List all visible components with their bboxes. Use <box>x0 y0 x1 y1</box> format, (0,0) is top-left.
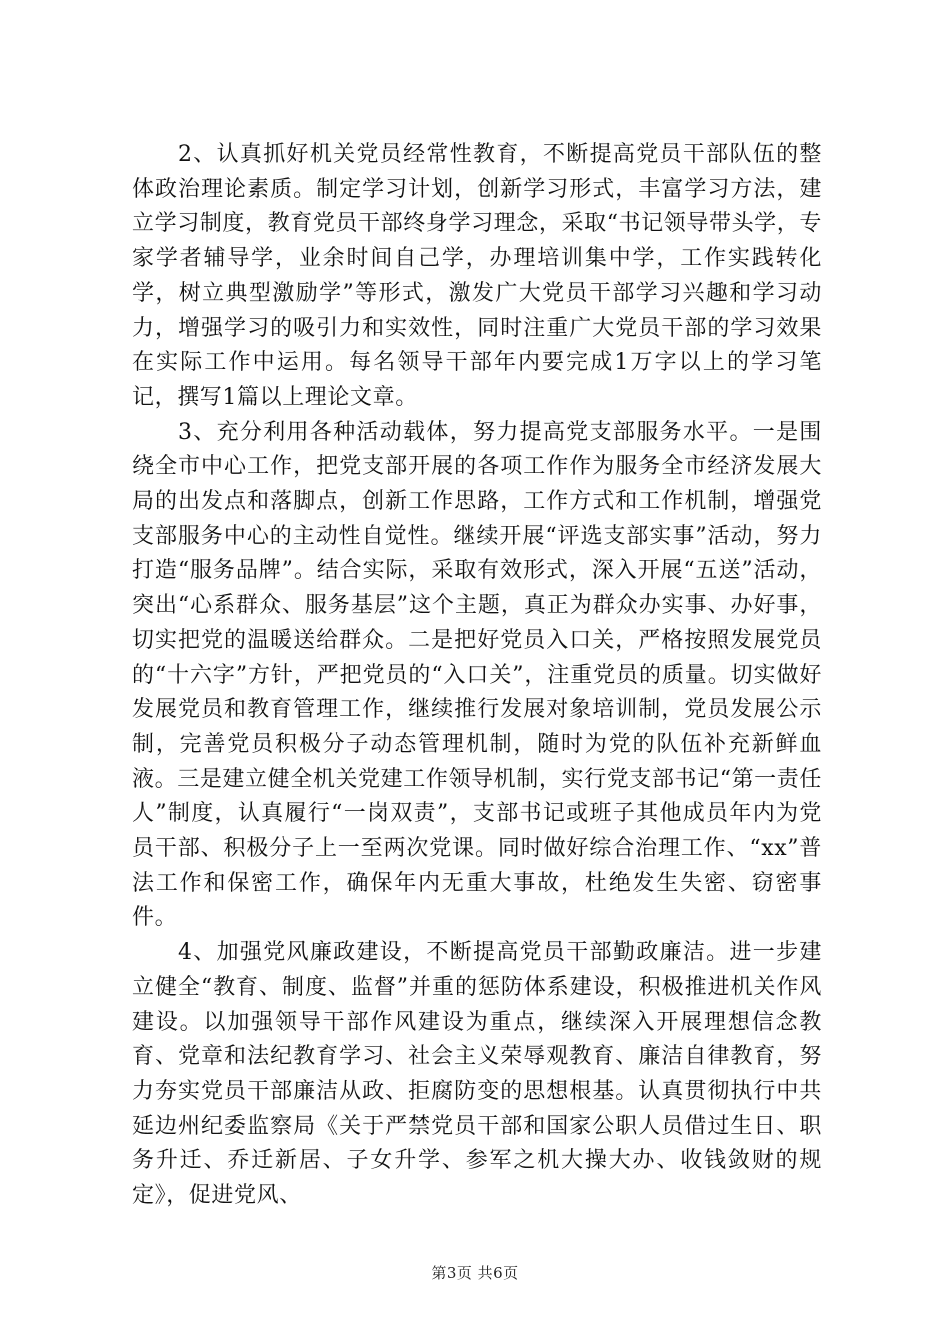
document-body <box>132 138 822 1214</box>
page-footer: 第3页 共6页 <box>431 1264 519 1282</box>
paragraph-4: 4、加强党风廉政建设，不断提高党员干部勤政廉洁。进一步建立健全“教育、制度、监督”并重的惩防体系建设，积极推进机关作风建设。以加强领导干部作风建设为重点，继续深入开展理想信念教育、党章和法纪教育学习、社会主义荣辱观教育、廉洁自律教育，努力夯实党员干部廉洁从政、拒腐防变的思想根基。认真贯彻执行中共延边州纪委监察局《关于严禁党员干部和国家公职人员借过生日、职务升迁、乔迁新居、子女升学、参军之机大操大办、收钱敛财的规定》，促进党风、 <box>132 940 822 1209</box>
paragraph-3: 3、充分利用各种活动载体，努力提高党支部服务水平。一是围绕全市中心工作，把党支部开展的各项工作作为服务全市经济发展大局的出发点和落脚点，创新工作思路，工作方式和工作机制，增强党支部服务中心的主动性自觉性。继续开展“评选支部实事”活动，努力打造“服务品牌”。结合实际，采取有效形式，深入开展“五送”活动，突出“心系群众、服务基层”这个主题，真正为群众办实事、办好事，切实把党的温暖送给群众。二是把好党员入口关，严格按照发展党员的“十六字”方针，严把党员的“入口关”，注重党员的质量。切实做好发展党员和教育管理工作，继续推行发展对象培训制，党员发展公示制，完善党员积极分子动态管理机制，随时为党的队伍补充新鲜血液。三是建立健全机关党建工作领导机制，实行党支部书记“第一责任人”制度，认真履行“一岗双责”，支部书记或班子其他成员年内为党员干部、积极分子上一至两次党课。同时做好综合治理工作、“xx”普法工作和保密工作，确保年内无重大事故，杜绝发生失密、窃密事件。 <box>132 419 822 931</box>
paragraph-2: 2、认真抓好机关党员经常性教育，不断提高党员干部队伍的整体政治理论素质。制定学习计划，创新学习形式，丰富学习方法，建立学习制度，教育党员干部终身学习理念，采取“书记领导带头学，专家学者辅导学，业余时间自己学，办理培训集中学，工作实践转化学，树立典型激励学”等形式，激发广大党员干部学习兴趣和学习动力，增强学习的吸引力和实效性，同时注重广大党员干部的学习效果在实际工作中运用。每名领导干部年内要完成1万字以上的学习笔记，撰写1篇以上理论文章。 <box>132 142 822 410</box>
